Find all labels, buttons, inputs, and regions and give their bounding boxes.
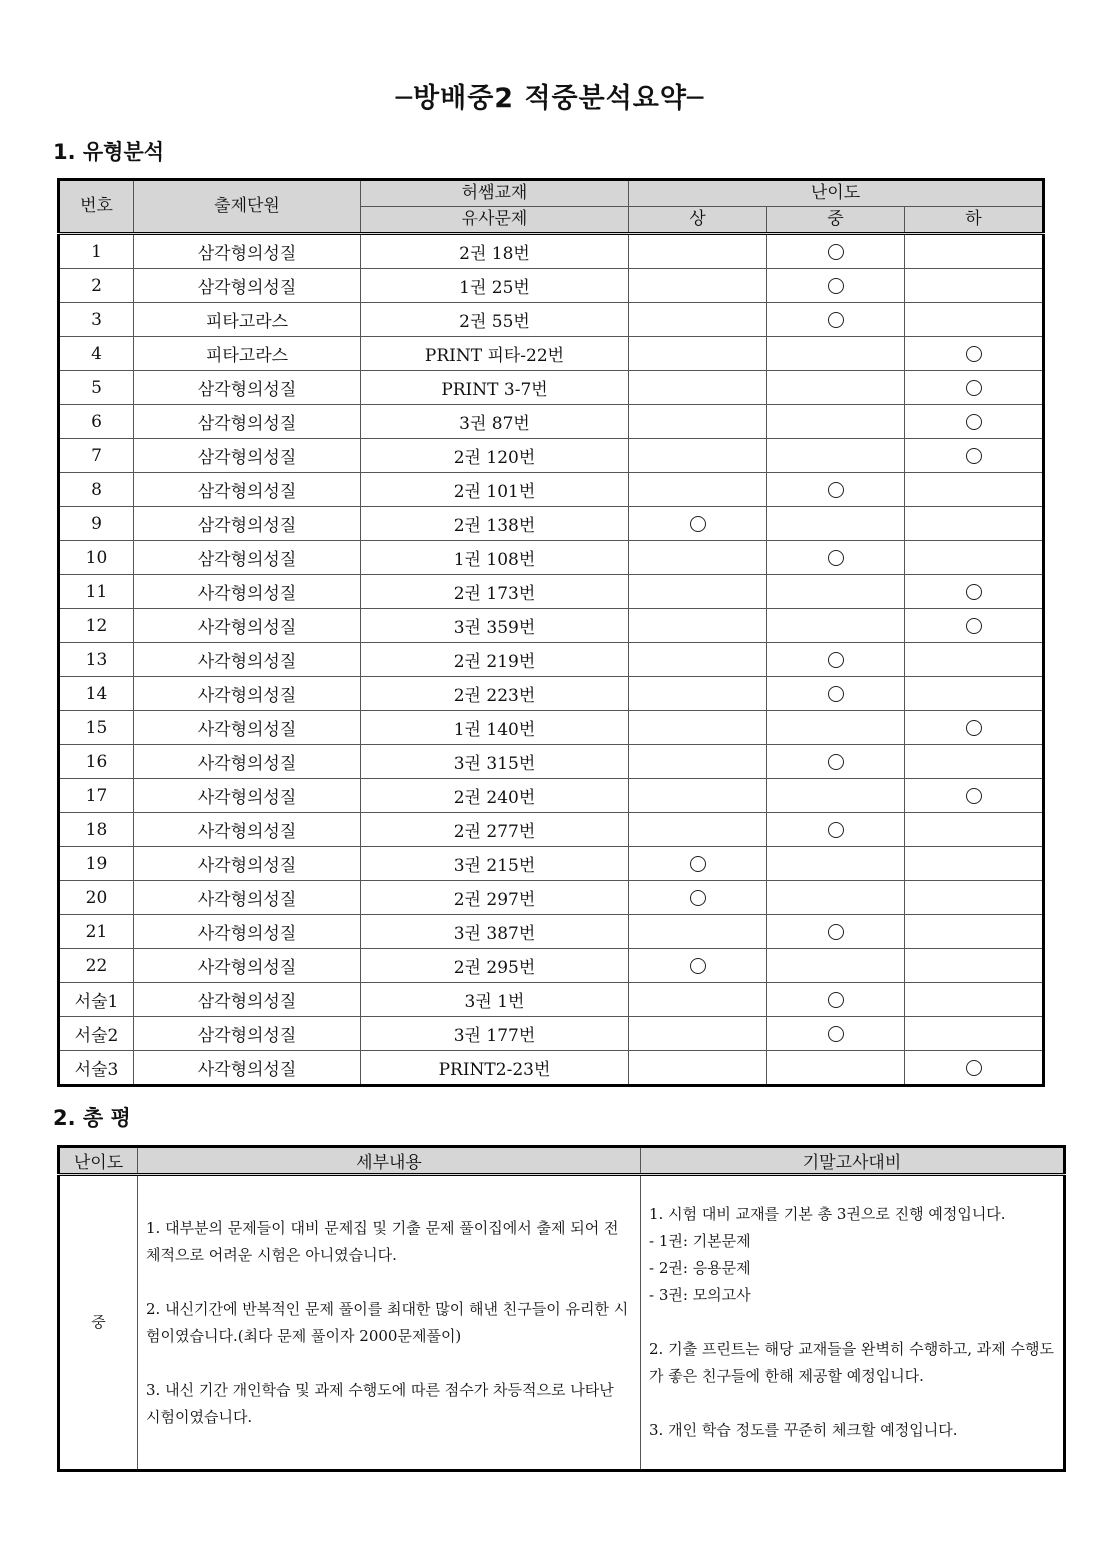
level-low-cell — [905, 405, 1044, 439]
level-high-cell — [629, 1017, 767, 1051]
level-high-cell — [629, 269, 767, 303]
header-unit: 출제단원 — [134, 180, 361, 234]
table-row — [59, 847, 1044, 881]
row-source: 2권 223번 — [361, 677, 629, 711]
review-detail-3: 3. 내신 기간 개인학습 및 과제 수행도에 따른 점수가 차등적으로 나타난 시험이였습니다. — [146, 1380, 614, 1426]
row-source: 2권 240번 — [361, 779, 629, 813]
circle-mark-icon — [828, 278, 844, 294]
circle-mark-icon — [828, 686, 844, 702]
row-source: 3권 315번 — [361, 745, 629, 779]
circle-mark-icon — [828, 244, 844, 260]
row-source: 2권 18번 — [361, 234, 629, 269]
level-low-cell — [905, 575, 1044, 609]
level-mid-cell — [767, 541, 905, 575]
row-source: PRINT2-23번 — [361, 1051, 629, 1086]
row-no: 13 — [59, 643, 134, 677]
row-no: 15 — [59, 711, 134, 745]
level-mid-cell — [767, 745, 905, 779]
circle-mark-icon — [828, 924, 844, 940]
review-detail-2: 2. 내신기간에 반복적인 문제 풀이를 최대한 많이 해낸 친구들이 유리한 시험이였습니다.(최다 문제 풀이자 2000문제풀이) — [146, 1299, 629, 1345]
level-high-cell — [629, 405, 767, 439]
table-row — [59, 575, 1044, 609]
row-unit: 삼각형의성질 — [134, 234, 361, 269]
circle-mark-icon — [966, 448, 982, 464]
table-row — [59, 779, 1044, 813]
review-detail-cell — [138, 1175, 641, 1471]
circle-mark-icon — [828, 992, 844, 1008]
level-mid-cell — [767, 337, 905, 371]
header-review-prep: 기말고사대비 — [641, 1147, 1065, 1175]
circle-mark-icon — [966, 346, 982, 362]
level-low-cell — [905, 609, 1044, 643]
review-prep-2: 2. 기출 프린트는 해당 교재들을 완벽히 수행하고, 과제 수행도가 좋은 친구들에 한해 제공할 예정입니다. — [649, 1340, 1054, 1385]
level-high-cell — [629, 745, 767, 779]
level-low-cell — [905, 677, 1044, 711]
level-mid-cell — [767, 677, 905, 711]
level-low-cell — [905, 337, 1044, 371]
level-low-cell — [905, 813, 1044, 847]
table-row — [59, 983, 1044, 1017]
table-row — [59, 371, 1044, 405]
level-low-cell — [905, 541, 1044, 575]
header-no: 번호 — [59, 180, 134, 234]
circle-mark-icon — [690, 516, 706, 532]
level-high-cell — [629, 541, 767, 575]
level-low-cell — [905, 234, 1044, 269]
level-mid-cell — [767, 507, 905, 541]
level-mid-cell — [767, 813, 905, 847]
level-high-cell — [629, 1051, 767, 1086]
row-source: 3권 215번 — [361, 847, 629, 881]
level-low-cell — [905, 915, 1044, 949]
level-low-cell — [905, 983, 1044, 1017]
section-heading-type-analysis: 1. 유형분석 — [53, 140, 165, 164]
level-mid-cell — [767, 1051, 905, 1086]
section-heading-overall-review: 2. 총 평 — [53, 1106, 131, 1130]
row-unit: 사각형의성질 — [134, 915, 361, 949]
row-source: PRINT 3-7번 — [361, 371, 629, 405]
table-row — [59, 405, 1044, 439]
level-low-cell — [905, 1017, 1044, 1051]
level-mid-cell — [767, 371, 905, 405]
table-row — [59, 949, 1044, 983]
level-low-cell — [905, 1051, 1044, 1086]
table-row — [59, 643, 1044, 677]
review-level: 중 — [59, 1175, 138, 1471]
row-unit: 삼각형의성질 — [134, 269, 361, 303]
level-high-cell — [629, 575, 767, 609]
row-no: 1 — [59, 234, 134, 269]
circle-mark-icon — [828, 754, 844, 770]
level-mid-cell — [767, 1017, 905, 1051]
level-high-cell — [629, 949, 767, 983]
header-review-difficulty: 난이도 — [59, 1147, 138, 1175]
level-mid-cell — [767, 234, 905, 269]
type-analysis-rows — [59, 234, 1044, 1086]
level-low-cell — [905, 269, 1044, 303]
circle-mark-icon — [966, 584, 982, 600]
level-mid-cell — [767, 881, 905, 915]
level-mid-cell — [767, 949, 905, 983]
row-unit: 삼각형의성질 — [134, 507, 361, 541]
page-title: ─방배중2 적중분석요약─ — [395, 83, 705, 114]
circle-mark-icon — [828, 1026, 844, 1042]
row-unit: 사각형의성질 — [134, 609, 361, 643]
level-mid-cell — [767, 575, 905, 609]
row-source: 2권 277번 — [361, 813, 629, 847]
level-mid-cell — [767, 779, 905, 813]
row-unit: 사각형의성질 — [134, 847, 361, 881]
table-row — [59, 1051, 1044, 1086]
review-prep-cell — [641, 1175, 1065, 1471]
table-row — [59, 269, 1044, 303]
header-review-detail: 세부내용 — [138, 1147, 641, 1175]
header-mid: 중 — [767, 207, 905, 234]
level-high-cell — [629, 643, 767, 677]
circle-mark-icon — [966, 414, 982, 430]
table-row — [59, 915, 1044, 949]
row-unit: 사각형의성질 — [134, 1051, 361, 1086]
level-low-cell — [905, 949, 1044, 983]
table-row — [59, 813, 1044, 847]
row-unit: 사각형의성질 — [134, 881, 361, 915]
level-high-cell — [629, 881, 767, 915]
level-high-cell — [629, 915, 767, 949]
level-low-cell — [905, 507, 1044, 541]
circle-mark-icon — [966, 720, 982, 736]
level-low-cell — [905, 881, 1044, 915]
row-source: 3권 177번 — [361, 1017, 629, 1051]
row-unit: 사각형의성질 — [134, 643, 361, 677]
row-source: 2권 138번 — [361, 507, 629, 541]
level-high-cell — [629, 439, 767, 473]
level-high-cell — [629, 507, 767, 541]
review-prep-book-1: - 1권: 기본문제 — [649, 1232, 751, 1250]
level-low-cell — [905, 711, 1044, 745]
row-source: 2권 55번 — [361, 303, 629, 337]
header-high: 상 — [629, 207, 767, 234]
circle-mark-icon — [828, 652, 844, 668]
row-unit: 사각형의성질 — [134, 575, 361, 609]
level-mid-cell — [767, 915, 905, 949]
row-no: 7 — [59, 439, 134, 473]
row-no: 14 — [59, 677, 134, 711]
circle-mark-icon — [828, 550, 844, 566]
row-source: 1권 108번 — [361, 541, 629, 575]
review-prep-1: 1. 시험 대비 교재를 기본 총 3권으로 진행 예정입니다. — [649, 1205, 1006, 1223]
table-row — [59, 745, 1044, 779]
row-no: 3 — [59, 303, 134, 337]
row-unit: 삼각형의성질 — [134, 1017, 361, 1051]
level-mid-cell — [767, 269, 905, 303]
level-high-cell — [629, 813, 767, 847]
level-low-cell — [905, 745, 1044, 779]
row-unit: 삼각형의성질 — [134, 541, 361, 575]
table-row — [59, 677, 1044, 711]
level-low-cell — [905, 371, 1044, 405]
level-high-cell — [629, 473, 767, 507]
row-no: 서술3 — [59, 1051, 134, 1086]
row-no: 19 — [59, 847, 134, 881]
row-source: 2권 101번 — [361, 473, 629, 507]
level-high-cell — [629, 711, 767, 745]
row-no: 서술1 — [59, 983, 134, 1017]
table-row — [59, 541, 1044, 575]
header-source-line1: 허쌤교재 — [361, 180, 629, 207]
row-no: 5 — [59, 371, 134, 405]
row-unit: 삼각형의성질 — [134, 439, 361, 473]
level-high-cell — [629, 337, 767, 371]
table-row — [59, 507, 1044, 541]
review-prep-book-2: - 2권: 응용문제 — [649, 1259, 751, 1277]
level-low-cell — [905, 439, 1044, 473]
type-analysis-table — [57, 178, 1045, 1087]
row-no: 4 — [59, 337, 134, 371]
table-row — [59, 881, 1044, 915]
table-row — [59, 234, 1044, 269]
header-difficulty: 난이도 — [629, 180, 1044, 207]
circle-mark-icon — [966, 788, 982, 804]
row-unit: 삼각형의성질 — [134, 473, 361, 507]
level-low-cell — [905, 303, 1044, 337]
row-unit: 사각형의성질 — [134, 677, 361, 711]
header-low: 하 — [905, 207, 1044, 234]
row-unit: 삼각형의성질 — [134, 405, 361, 439]
table-row — [59, 473, 1044, 507]
row-unit: 삼각형의성질 — [134, 371, 361, 405]
row-unit: 피타고라스 — [134, 303, 361, 337]
row-no: 9 — [59, 507, 134, 541]
row-no: 16 — [59, 745, 134, 779]
row-source: 1권 140번 — [361, 711, 629, 745]
review-prep-book-3: - 3권: 모의고사 — [649, 1286, 751, 1304]
row-source: 2권 297번 — [361, 881, 629, 915]
level-high-cell — [629, 847, 767, 881]
row-no: 6 — [59, 405, 134, 439]
circle-mark-icon — [690, 856, 706, 872]
level-high-cell — [629, 371, 767, 405]
level-low-cell — [905, 779, 1044, 813]
header-source-line2: 유사문제 — [361, 207, 629, 234]
table-row — [59, 439, 1044, 473]
level-mid-cell — [767, 473, 905, 507]
level-mid-cell — [767, 609, 905, 643]
circle-mark-icon — [828, 822, 844, 838]
circle-mark-icon — [966, 380, 982, 396]
level-low-cell — [905, 473, 1044, 507]
level-mid-cell — [767, 643, 905, 677]
overall-review-table — [57, 1145, 1066, 1472]
row-no: 21 — [59, 915, 134, 949]
level-low-cell — [905, 643, 1044, 677]
row-unit: 사각형의성질 — [134, 779, 361, 813]
row-no: 17 — [59, 779, 134, 813]
circle-mark-icon — [966, 1060, 982, 1076]
level-low-cell — [905, 847, 1044, 881]
level-high-cell — [629, 609, 767, 643]
row-no: 22 — [59, 949, 134, 983]
row-unit: 사각형의성질 — [134, 745, 361, 779]
row-no: 18 — [59, 813, 134, 847]
table-row — [59, 609, 1044, 643]
level-mid-cell — [767, 405, 905, 439]
level-mid-cell — [767, 983, 905, 1017]
review-prep-3: 3. 개인 학습 정도를 꾸준히 체크할 예정입니다. — [649, 1421, 958, 1439]
row-unit: 사각형의성질 — [134, 813, 361, 847]
level-high-cell — [629, 983, 767, 1017]
row-source: 3권 359번 — [361, 609, 629, 643]
row-no: 2 — [59, 269, 134, 303]
level-mid-cell — [767, 711, 905, 745]
row-source: PRINT 피타-22번 — [361, 337, 629, 371]
row-unit: 피타고라스 — [134, 337, 361, 371]
circle-mark-icon — [690, 890, 706, 906]
row-unit: 사각형의성질 — [134, 949, 361, 983]
level-mid-cell — [767, 439, 905, 473]
circle-mark-icon — [690, 958, 706, 974]
level-high-cell — [629, 234, 767, 269]
row-no: 12 — [59, 609, 134, 643]
row-source: 2권 173번 — [361, 575, 629, 609]
row-source: 1권 25번 — [361, 269, 629, 303]
circle-mark-icon — [828, 312, 844, 328]
row-source: 2권 120번 — [361, 439, 629, 473]
table-row — [59, 1017, 1044, 1051]
row-no: 서술2 — [59, 1017, 134, 1051]
table-row — [59, 303, 1044, 337]
review-detail-1: 1. 대부분의 문제들이 대비 문제집 및 기출 문제 풀이집에서 출제 되어 전체적으로 어려운 시험은 아니였습니다. — [146, 1218, 619, 1264]
table-row — [59, 337, 1044, 371]
circle-mark-icon — [966, 618, 982, 634]
row-source: 3권 87번 — [361, 405, 629, 439]
level-high-cell — [629, 779, 767, 813]
level-high-cell — [629, 303, 767, 337]
circle-mark-icon — [828, 482, 844, 498]
row-source: 2권 219번 — [361, 643, 629, 677]
row-source: 3권 387번 — [361, 915, 629, 949]
row-unit: 사각형의성질 — [134, 711, 361, 745]
row-no: 11 — [59, 575, 134, 609]
row-unit: 삼각형의성질 — [134, 983, 361, 1017]
table-row — [59, 711, 1044, 745]
row-no: 10 — [59, 541, 134, 575]
row-no: 20 — [59, 881, 134, 915]
level-high-cell — [629, 677, 767, 711]
row-no: 8 — [59, 473, 134, 507]
row-source: 3권 1번 — [361, 983, 629, 1017]
level-mid-cell — [767, 847, 905, 881]
row-source: 2권 295번 — [361, 949, 629, 983]
level-mid-cell — [767, 303, 905, 337]
